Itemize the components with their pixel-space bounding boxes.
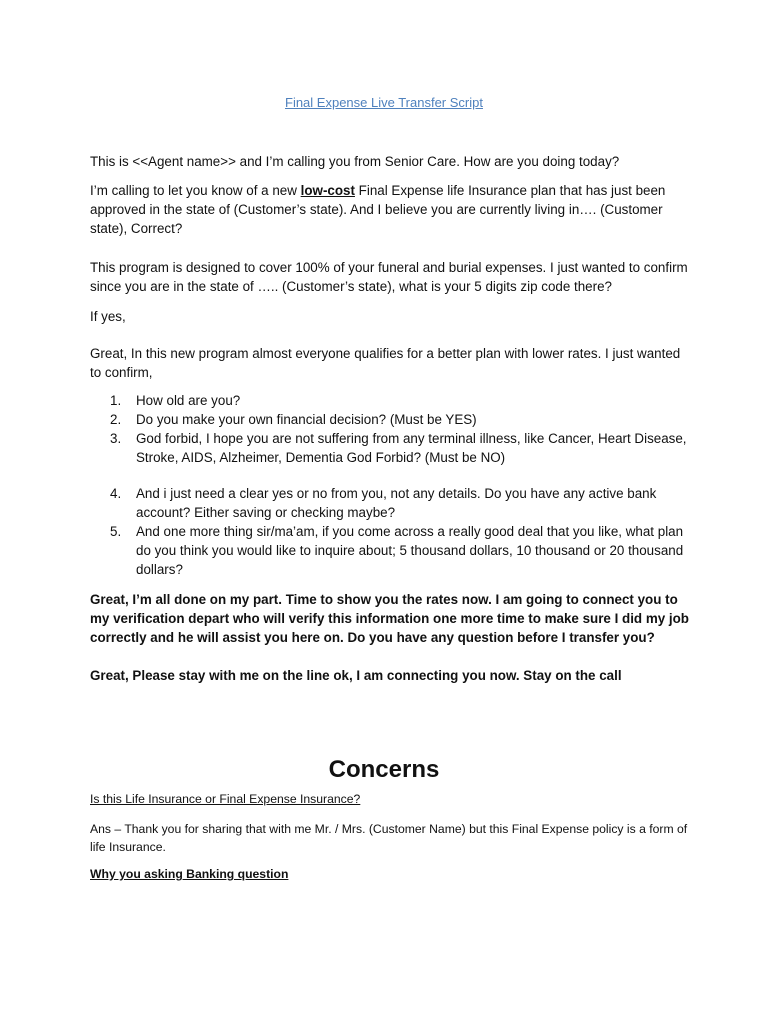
low-cost-emphasis: low-cost bbox=[300, 183, 355, 198]
question-number: 2. bbox=[110, 412, 122, 427]
concern-question-1: Is this Life Insurance or Final Expense Insurance? bbox=[90, 792, 361, 806]
question-text: How old are you? bbox=[136, 393, 241, 408]
question-text: Do you make your own financial decision? (Must be YES) bbox=[136, 412, 477, 427]
question-item bbox=[90, 484, 690, 522]
script-title: Final Expense Live Transfer Script bbox=[285, 95, 483, 110]
qualify-paragraph: Great, In this new program almost everyone qualifies for a better plan with lower rates. I just wanted to confirm, bbox=[90, 346, 681, 380]
question-number: 3. bbox=[110, 431, 122, 446]
concern-question-2: Why you asking Banking question bbox=[90, 867, 289, 881]
program-paragraph: This program is designed to cover 100% of your funeral and burial expenses. I just wanted to confirm since you are in the state of ….. (Customer’s state), what is your 5 digits zip code there? bbox=[90, 260, 688, 294]
concern-answer-1: Ans – Thank you for sharing that with me Mr. / Mrs. (Customer Name) but this Final Expense policy is a form of life Insurance. bbox=[90, 822, 688, 854]
offer-text-end: Final Expense life Insurance plan that has just been approved in the state of (Customer’s state). And I believe you are currently living in…. (Customer state), Correct? bbox=[90, 183, 666, 236]
question-item bbox=[90, 391, 690, 410]
intro-paragraph: This is <<Agent name>> and I’m calling you from Senior Care. How are you doing today? bbox=[90, 154, 620, 169]
offer-text-start: I’m calling to let you know of a new bbox=[90, 183, 301, 198]
question-number: 5. bbox=[110, 524, 122, 539]
question-number: 1. bbox=[110, 393, 122, 408]
qualification-questions-list bbox=[90, 391, 690, 467]
question-text: God forbid, I hope you are not suffering from any terminal illness, like Cancer, Heart Disease, Stroke, AIDS, Alzheimer, Dementia God Forbid? (Must be NO) bbox=[136, 431, 687, 465]
if-yes-paragraph: If yes, bbox=[90, 309, 126, 324]
question-item bbox=[90, 522, 690, 579]
offer-paragraph bbox=[90, 181, 690, 238]
stay-on-line-paragraph: Great, Please stay with me on the line ok, I am connecting you now. Stay on the call bbox=[90, 668, 622, 683]
question-number: 4. bbox=[110, 486, 122, 501]
question-text: And i just need a clear yes or no from you, not any details. Do you have any active bank account? Either saving or checking maybe? bbox=[136, 486, 657, 520]
transfer-paragraph: Great, I’m all done on my part. Time to show you the rates now. I am going to connect you to my verification depart who will verify this information one more time to make sure I did my job correctly and he will assist you here on. Do you have any question before I transfer you? bbox=[90, 592, 689, 645]
question-item bbox=[90, 410, 690, 429]
qualification-questions-list-continued bbox=[90, 484, 690, 579]
question-text: And one more thing sir/ma’am, if you come across a really good deal that you like, what plan do you think you would like to inquire about; 5 thousand dollars, 10 thousand or 20 thousand dollars? bbox=[136, 524, 684, 577]
question-item bbox=[90, 429, 690, 467]
concerns-heading: Concerns bbox=[328, 756, 440, 783]
